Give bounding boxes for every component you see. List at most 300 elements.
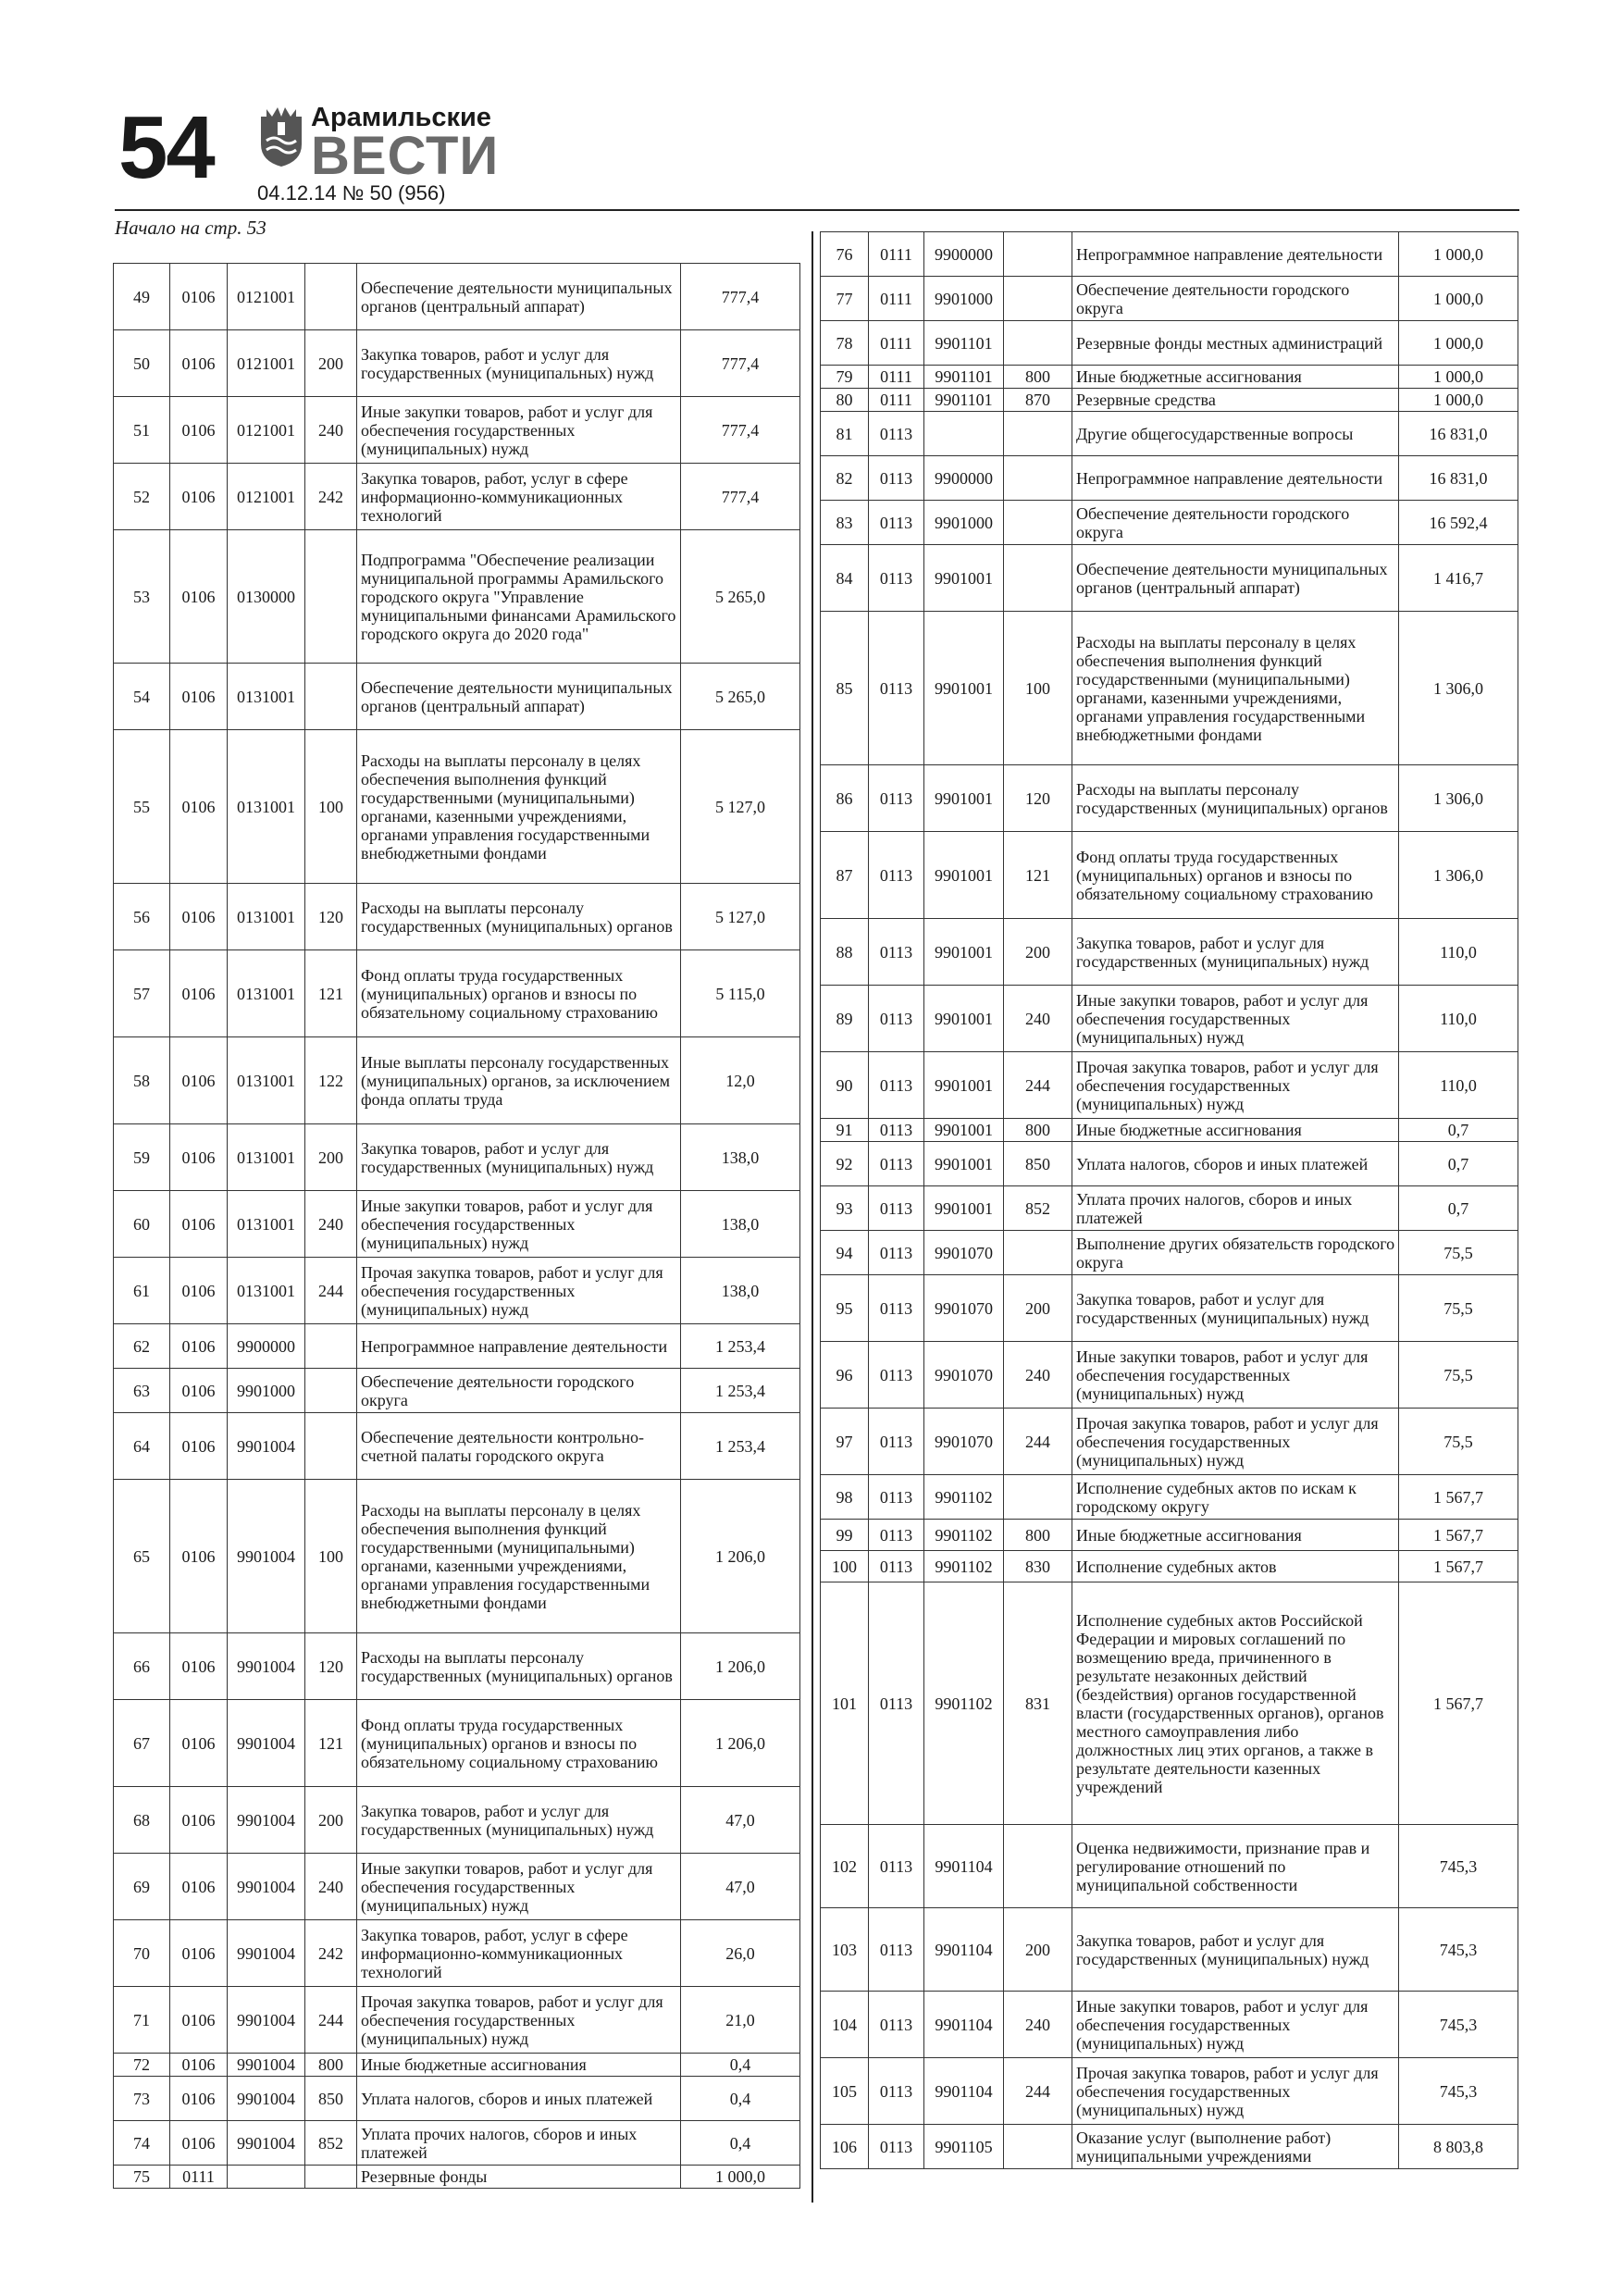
expense-type: 244	[305, 1987, 357, 2054]
amount: 110,0	[1399, 919, 1518, 986]
amount: 1 000,0	[1399, 366, 1518, 389]
table-row	[114, 1258, 800, 1324]
section-code: 0111	[869, 366, 924, 389]
section-code: 0106	[170, 884, 228, 950]
target-code: 0121001	[228, 397, 305, 464]
table-row	[821, 501, 1518, 545]
target-code: 9901104	[924, 1992, 1004, 2058]
row-number: 78	[821, 321, 869, 366]
row-number: 83	[821, 501, 869, 545]
expense-type: 852	[1004, 1186, 1072, 1231]
section-code: 0111	[869, 232, 924, 277]
table-row	[114, 1324, 800, 1369]
target-code: 9901104	[924, 1908, 1004, 1992]
amount: 16 592,4	[1399, 501, 1518, 545]
row-description: Закупка товаров, работ и услуг для государственных (муниципальных) нужд	[1072, 919, 1399, 986]
row-description: Обеспечение деятельности городского округа	[357, 1369, 681, 1413]
row-description: Прочая закупка товаров, работ и услуг для обеспечения государственных (муниципальных) нужд	[1072, 1409, 1399, 1475]
brand-top: Арамильские	[311, 103, 491, 132]
section-code: 0113	[869, 1052, 924, 1119]
row-number: 77	[821, 277, 869, 321]
budget-table-left	[113, 263, 800, 2189]
amount: 1 567,7	[1399, 1582, 1518, 1825]
target-code: 9901000	[924, 277, 1004, 321]
row-number: 85	[821, 612, 869, 765]
target-code: 0131001	[228, 884, 305, 950]
page-number: 54	[118, 98, 214, 197]
expense-type: 121	[1004, 832, 1072, 919]
table-row	[821, 1142, 1518, 1186]
table-row	[821, 1475, 1518, 1520]
table-row	[821, 1275, 1518, 1342]
expense-type: 100	[305, 730, 357, 884]
section-code: 0113	[869, 1409, 924, 1475]
amount: 1 253,4	[681, 1324, 800, 1369]
target-code: 9901070	[924, 1342, 1004, 1409]
table-row	[821, 545, 1518, 612]
amount: 5 127,0	[681, 730, 800, 884]
row-description: Иные бюджетные ассигнования	[1072, 366, 1399, 389]
expense-type: 200	[305, 1787, 357, 1854]
expense-type: 200	[1004, 1908, 1072, 1992]
table-row	[821, 612, 1518, 765]
table-row	[821, 1908, 1518, 1992]
row-description: Закупка товаров, работ, услуг в сфере информационно-коммуникационных технологий	[357, 464, 681, 530]
row-description: Подпрограмма "Обеспечение реализации муниципальной программы Арамильского городского округа "Управление муниципальными финансами Арамильского городского округа до 2020 года"	[357, 530, 681, 664]
row-description: Резервные средства	[1072, 389, 1399, 412]
table-row	[821, 366, 1518, 389]
row-description: Фонд оплаты труда государственных (муниципальных) органов и взносы по обязательному социальному страхованию	[1072, 832, 1399, 919]
target-code: 9901001	[924, 545, 1004, 612]
table-row	[114, 1369, 800, 1413]
section-code: 0111	[869, 389, 924, 412]
target-code: 9901004	[228, 1854, 305, 1920]
section-code: 0106	[170, 2077, 228, 2121]
table-row	[114, 1920, 800, 1987]
table-row	[114, 264, 800, 330]
expense-type: 240	[1004, 1342, 1072, 1409]
row-number: 104	[821, 1992, 869, 2058]
table-row	[114, 1037, 800, 1124]
table-row	[114, 2054, 800, 2077]
table-row	[821, 389, 1518, 412]
issue-date: 04.12.14 № 50 (956)	[257, 181, 446, 205]
expense-type: 121	[305, 1700, 357, 1787]
amount: 1 000,0	[1399, 321, 1518, 366]
target-code: 9900000	[924, 456, 1004, 501]
expense-type: 240	[305, 1191, 357, 1258]
row-description: Расходы на выплаты персоналу в целях обеспечения выполнения функций государственными (муниципальными) органами, казенными учреждениями, органами управления государственными внебюджетными фондами	[357, 1480, 681, 1633]
section-code: 0113	[869, 1186, 924, 1231]
section-code: 0106	[170, 664, 228, 730]
section-code: 0106	[170, 950, 228, 1037]
target-code: 9901070	[924, 1409, 1004, 1475]
row-number: 56	[114, 884, 170, 950]
table-row	[114, 1987, 800, 2054]
expense-type: 244	[305, 1258, 357, 1324]
row-number: 51	[114, 397, 170, 464]
amount: 110,0	[1399, 1052, 1518, 1119]
expense-type: 242	[305, 464, 357, 530]
target-code: 9901001	[924, 1119, 1004, 1142]
row-number: 72	[114, 2054, 170, 2077]
amount: 1 000,0	[681, 2166, 800, 2189]
row-number: 86	[821, 765, 869, 832]
row-description: Иные закупки товаров, работ и услуг для обеспечения государственных (муниципальных) нужд	[1072, 1342, 1399, 1409]
row-number: 73	[114, 2077, 170, 2121]
row-number: 92	[821, 1142, 869, 1186]
expense-type: 200	[305, 1124, 357, 1191]
table-row	[821, 765, 1518, 832]
amount: 26,0	[681, 1920, 800, 1987]
amount: 777,4	[681, 330, 800, 397]
amount: 745,3	[1399, 1908, 1518, 1992]
row-number: 76	[821, 232, 869, 277]
row-number: 61	[114, 1258, 170, 1324]
expense-type: 240	[305, 397, 357, 464]
row-number: 74	[114, 2121, 170, 2166]
row-number: 101	[821, 1582, 869, 1825]
section-code: 0106	[170, 730, 228, 884]
table-row	[114, 2166, 800, 2189]
row-number: 65	[114, 1480, 170, 1633]
row-description: Непрограммное направление деятельности	[1072, 456, 1399, 501]
row-description: Иные выплаты персоналу государственных (муниципальных) органов, за исключением фонда оплаты труда	[357, 1037, 681, 1124]
row-description: Иные закупки товаров, работ и услуг для обеспечения государственных (муниципальных) нужд	[1072, 986, 1399, 1052]
row-number: 105	[821, 2058, 869, 2125]
target-code: 9901001	[924, 832, 1004, 919]
target-code	[924, 412, 1004, 456]
amount: 1 306,0	[1399, 612, 1518, 765]
section-code: 0106	[170, 2121, 228, 2166]
expense-type: 870	[1004, 389, 1072, 412]
row-description: Фонд оплаты труда государственных (муниципальных) органов и взносы по обязательному социальному страхованию	[357, 950, 681, 1037]
section-code: 0106	[170, 1369, 228, 1413]
section-code: 0106	[170, 264, 228, 330]
row-description: Иные бюджетные ассигнования	[1072, 1119, 1399, 1142]
row-number: 75	[114, 2166, 170, 2189]
target-code: 0131001	[228, 730, 305, 884]
row-description: Иные бюджетные ассигнования	[1072, 1520, 1399, 1551]
row-number: 96	[821, 1342, 869, 1409]
row-number: 68	[114, 1787, 170, 1854]
amount: 777,4	[681, 264, 800, 330]
expense-type	[1004, 1231, 1072, 1275]
row-description: Иные бюджетные ассигнования	[357, 2054, 681, 2077]
target-code: 0121001	[228, 464, 305, 530]
table-row	[114, 1700, 800, 1787]
target-code: 9901101	[924, 366, 1004, 389]
row-description: Прочая закупка товаров, работ и услуг для обеспечения государственных (муниципальных) нужд	[357, 1258, 681, 1324]
row-number: 93	[821, 1186, 869, 1231]
table-row	[114, 464, 800, 530]
row-description: Уплата налогов, сборов и иных платежей	[357, 2077, 681, 2121]
section-code: 0113	[869, 2058, 924, 2125]
target-code: 0131001	[228, 664, 305, 730]
amount: 8 803,8	[1399, 2125, 1518, 2169]
row-description: Оценка недвижимости, признание прав и регулирование отношений по муниципальной собственности	[1072, 1825, 1399, 1908]
section-code: 0113	[869, 1520, 924, 1551]
row-description: Прочая закупка товаров, работ и услуг для обеспечения государственных (муниципальных) нужд	[1072, 1052, 1399, 1119]
row-description: Фонд оплаты труда государственных (муниципальных) органов и взносы по обязательному социальному страхованию	[357, 1700, 681, 1787]
amount: 1 567,7	[1399, 1475, 1518, 1520]
target-code: 0131001	[228, 1191, 305, 1258]
table-row	[821, 2125, 1518, 2169]
amount: 745,3	[1399, 1825, 1518, 1908]
row-number: 67	[114, 1700, 170, 1787]
row-number: 55	[114, 730, 170, 884]
row-description: Исполнение судебных актов по искам к городскому округу	[1072, 1475, 1399, 1520]
section-code: 0113	[869, 1551, 924, 1582]
row-description: Прочая закупка товаров, работ и услуг для обеспечения государственных (муниципальных) нужд	[1072, 2058, 1399, 2125]
table-row	[821, 232, 1518, 277]
amount: 138,0	[681, 1124, 800, 1191]
amount: 12,0	[681, 1037, 800, 1124]
row-description: Обеспечение деятельности муниципальных органов (центральный аппарат)	[357, 264, 681, 330]
table-row	[821, 1409, 1518, 1475]
expense-type: 800	[1004, 1119, 1072, 1142]
section-code: 0111	[869, 321, 924, 366]
row-description: Обеспечение деятельности контрольно-счетной палаты городского округа	[357, 1413, 681, 1480]
expense-type: 242	[305, 1920, 357, 1987]
row-description: Обеспечение деятельности городского округа	[1072, 277, 1399, 321]
coat-of-arms-logo	[257, 104, 305, 168]
amount: 5 127,0	[681, 884, 800, 950]
target-code: 0131001	[228, 1037, 305, 1124]
continued-note: Начало на стр. 53	[115, 217, 266, 239]
table-row	[114, 1854, 800, 1920]
expense-type	[1004, 412, 1072, 456]
target-code: 0131001	[228, 1124, 305, 1191]
row-number: 90	[821, 1052, 869, 1119]
section-code: 0113	[869, 1119, 924, 1142]
expense-type: 850	[305, 2077, 357, 2121]
row-description: Обеспечение деятельности муниципальных органов (центральный аппарат)	[1072, 545, 1399, 612]
amount: 745,3	[1399, 1992, 1518, 2058]
target-code: 9901001	[924, 1052, 1004, 1119]
target-code: 0131001	[228, 1258, 305, 1324]
row-description: Прочая закупка товаров, работ и услуг для обеспечения государственных (муниципальных) нужд	[357, 1987, 681, 2054]
table-row	[821, 832, 1518, 919]
table-row	[821, 1582, 1518, 1825]
table-row	[114, 1191, 800, 1258]
amount: 16 831,0	[1399, 412, 1518, 456]
table-row	[821, 1119, 1518, 1142]
row-number: 84	[821, 545, 869, 612]
row-number: 63	[114, 1369, 170, 1413]
amount: 0,7	[1399, 1186, 1518, 1231]
row-number: 79	[821, 366, 869, 389]
target-code: 9901001	[924, 612, 1004, 765]
row-description: Непрограммное направление деятельности	[357, 1324, 681, 1369]
row-description: Расходы на выплаты персоналу в целях обеспечения выполнения функций государственными (муниципальными) органами, казенными учреждениями, органами управления государственными внебюджетными фондами	[1072, 612, 1399, 765]
target-code: 9901001	[924, 765, 1004, 832]
section-code: 0106	[170, 1124, 228, 1191]
amount: 1 253,4	[681, 1413, 800, 1480]
row-number: 54	[114, 664, 170, 730]
amount: 16 831,0	[1399, 456, 1518, 501]
expense-type: 240	[1004, 986, 1072, 1052]
row-number: 82	[821, 456, 869, 501]
expense-type	[305, 1369, 357, 1413]
row-number: 94	[821, 1231, 869, 1275]
row-description: Закупка товаров, работ и услуг для государственных (муниципальных) нужд	[357, 1787, 681, 1854]
section-code: 0113	[869, 832, 924, 919]
section-code: 0113	[869, 501, 924, 545]
amount: 745,3	[1399, 2058, 1518, 2125]
table-row	[114, 1413, 800, 1480]
row-description: Обеспечение деятельности муниципальных органов (центральный аппарат)	[357, 664, 681, 730]
table-row	[821, 1992, 1518, 2058]
row-number: 49	[114, 264, 170, 330]
row-description: Уплата налогов, сборов и иных платежей	[1072, 1142, 1399, 1186]
target-code	[228, 2166, 305, 2189]
table-row	[114, 730, 800, 884]
row-number: 64	[114, 1413, 170, 1480]
row-description: Иные закупки товаров, работ и услуг для обеспечения государственных (муниципальных) нужд	[1072, 1992, 1399, 2058]
brand-main: ВЕСТИ	[311, 126, 500, 186]
row-number: 53	[114, 530, 170, 664]
amount: 75,5	[1399, 1409, 1518, 1475]
target-code: 0121001	[228, 330, 305, 397]
amount: 0,7	[1399, 1119, 1518, 1142]
amount: 75,5	[1399, 1231, 1518, 1275]
table-row	[114, 1124, 800, 1191]
table-row	[821, 2058, 1518, 2125]
target-code: 9901004	[228, 2121, 305, 2166]
row-number: 50	[114, 330, 170, 397]
expense-type	[1004, 232, 1072, 277]
table-row	[114, 664, 800, 730]
expense-type	[305, 2166, 357, 2189]
row-number: 71	[114, 1987, 170, 2054]
expense-type: 240	[1004, 1992, 1072, 2058]
row-number: 52	[114, 464, 170, 530]
expense-type: 200	[1004, 1275, 1072, 1342]
row-number: 70	[114, 1920, 170, 1987]
table-row	[114, 884, 800, 950]
amount: 75,5	[1399, 1275, 1518, 1342]
section-code: 0113	[869, 919, 924, 986]
expense-type	[305, 530, 357, 664]
section-code: 0113	[869, 1231, 924, 1275]
target-code: 9901004	[228, 1787, 305, 1854]
section-code: 0106	[170, 1920, 228, 1987]
table-row	[821, 1186, 1518, 1231]
row-number: 60	[114, 1191, 170, 1258]
expense-type	[1004, 321, 1072, 366]
expense-type: 240	[305, 1854, 357, 1920]
row-number: 81	[821, 412, 869, 456]
row-description: Резервные фонды местных администраций	[1072, 321, 1399, 366]
expense-type: 244	[1004, 1052, 1072, 1119]
section-code: 0106	[170, 2054, 228, 2077]
target-code: 9901102	[924, 1582, 1004, 1825]
table-row	[114, 1480, 800, 1633]
expense-type: 830	[1004, 1551, 1072, 1582]
expense-type: 100	[1004, 612, 1072, 765]
table-row	[821, 1342, 1518, 1409]
expense-type: 800	[1004, 366, 1072, 389]
row-description: Иные закупки товаров, работ и услуг для обеспечения государственных (муниципальных) нужд	[357, 1191, 681, 1258]
target-code: 9901104	[924, 2058, 1004, 2125]
section-code: 0111	[170, 2166, 228, 2189]
row-number: 91	[821, 1119, 869, 1142]
expense-type: 200	[305, 330, 357, 397]
expense-type	[1004, 277, 1072, 321]
table-row	[114, 950, 800, 1037]
target-code: 9901105	[924, 2125, 1004, 2169]
section-code: 0106	[170, 1787, 228, 1854]
table-row	[821, 412, 1518, 456]
row-description: Иные закупки товаров, работ и услуг для обеспечения государственных (муниципальных) нужд	[357, 397, 681, 464]
table-row	[114, 397, 800, 464]
target-code: 9901000	[924, 501, 1004, 545]
section-code: 0113	[869, 1142, 924, 1186]
target-code: 9901070	[924, 1275, 1004, 1342]
section-code: 0113	[869, 986, 924, 1052]
target-code: 0131001	[228, 950, 305, 1037]
amount: 110,0	[1399, 986, 1518, 1052]
amount: 1 253,4	[681, 1369, 800, 1413]
column-separator	[812, 231, 813, 2203]
table-row	[821, 321, 1518, 366]
row-number: 106	[821, 2125, 869, 2169]
section-code: 0106	[170, 530, 228, 664]
row-description: Другие общегосударственные вопросы	[1072, 412, 1399, 456]
section-code: 0111	[869, 277, 924, 321]
target-code: 9900000	[228, 1324, 305, 1369]
amount: 1 416,7	[1399, 545, 1518, 612]
target-code: 9901004	[228, 1987, 305, 2054]
section-code: 0113	[869, 1908, 924, 1992]
table-row	[114, 1633, 800, 1700]
target-code: 9901001	[924, 1142, 1004, 1186]
amount: 0,4	[681, 2121, 800, 2166]
table-row	[821, 1231, 1518, 1275]
expense-type: 244	[1004, 2058, 1072, 2125]
amount: 138,0	[681, 1191, 800, 1258]
amount: 777,4	[681, 464, 800, 530]
expense-type: 120	[305, 884, 357, 950]
section-code: 0113	[869, 765, 924, 832]
row-description: Резервные фонды	[357, 2166, 681, 2189]
section-code: 0113	[869, 1582, 924, 1825]
row-number: 97	[821, 1409, 869, 1475]
target-code: 0121001	[228, 264, 305, 330]
section-code: 0106	[170, 330, 228, 397]
target-code: 9901004	[228, 1413, 305, 1480]
section-code: 0113	[869, 456, 924, 501]
amount: 1 000,0	[1399, 277, 1518, 321]
expense-type	[1004, 501, 1072, 545]
target-code: 9901000	[228, 1369, 305, 1413]
section-code: 0106	[170, 1191, 228, 1258]
expense-type	[305, 664, 357, 730]
section-code: 0106	[170, 397, 228, 464]
row-number: 88	[821, 919, 869, 986]
expense-type	[305, 1324, 357, 1369]
expense-type: 120	[1004, 765, 1072, 832]
amount: 5 265,0	[681, 530, 800, 664]
row-number: 98	[821, 1475, 869, 1520]
section-code: 0113	[869, 1992, 924, 2058]
row-description: Расходы на выплаты персоналу государственных (муниципальных) органов	[357, 1633, 681, 1700]
row-description: Иные закупки товаров, работ и услуг для обеспечения государственных (муниципальных) нужд	[357, 1854, 681, 1920]
table-row	[114, 2121, 800, 2166]
section-code: 0113	[869, 1475, 924, 1520]
section-code: 0106	[170, 1987, 228, 2054]
